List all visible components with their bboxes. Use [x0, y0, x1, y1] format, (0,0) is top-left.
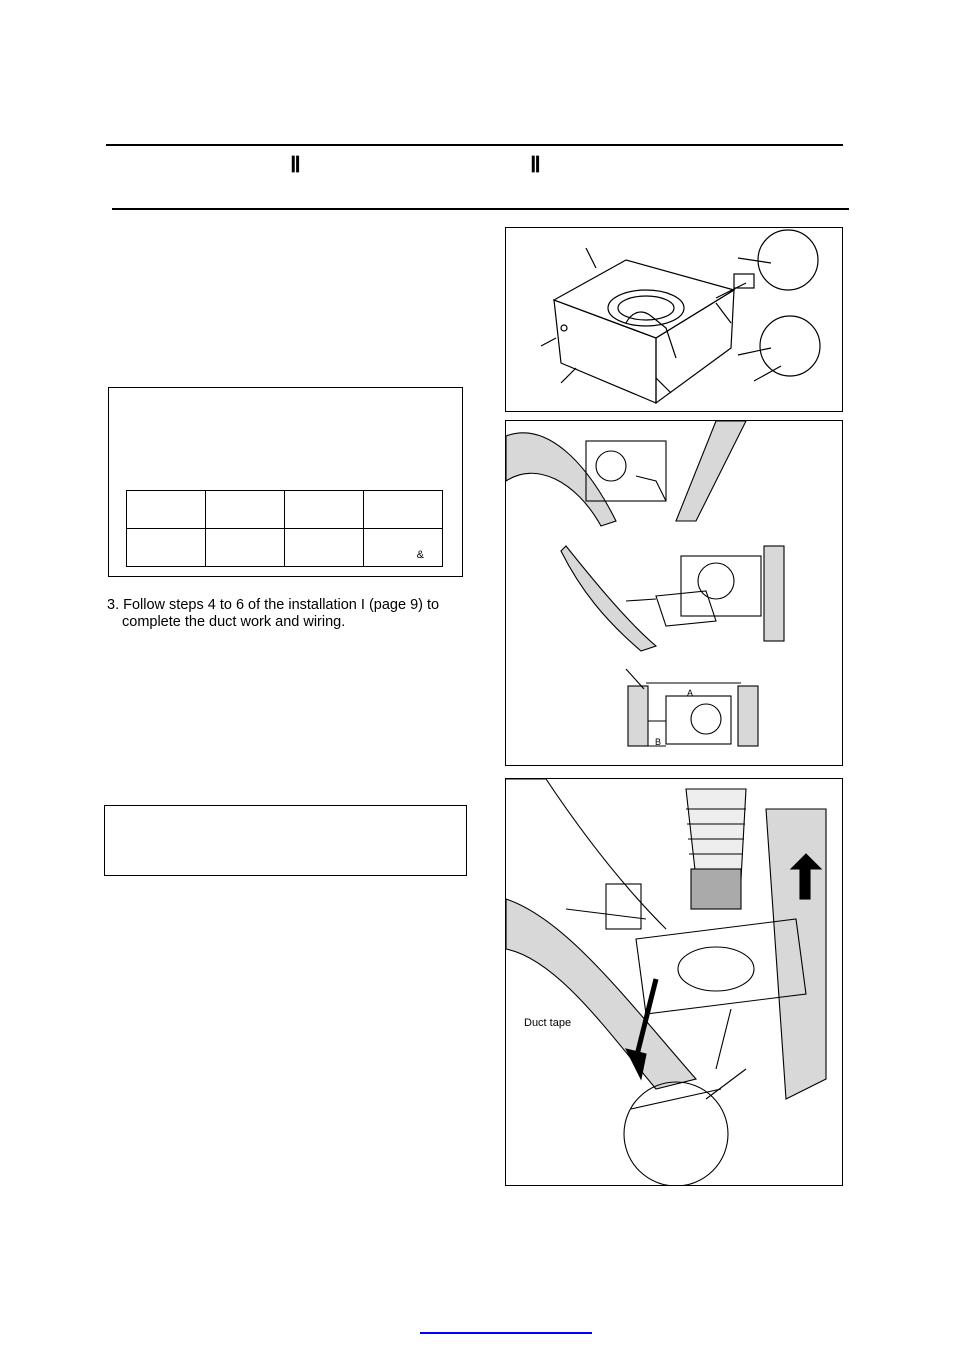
- dimension-b-label: B: [655, 737, 662, 747]
- figure-mounting: [505, 420, 843, 766]
- figure-duct-connection: [505, 778, 843, 1186]
- table-cell: [127, 491, 206, 529]
- table-row: [127, 529, 443, 567]
- table-cell: [364, 491, 443, 529]
- table-cell: [206, 491, 285, 529]
- table-cell: [285, 491, 364, 529]
- dimension-table: [126, 490, 443, 567]
- note-box: [104, 805, 467, 876]
- table-cell: [127, 529, 206, 567]
- step-3-line-2: complete the duct work and wiring.: [122, 614, 346, 630]
- table-cell: [206, 529, 285, 567]
- dimension-a-label: A: [687, 688, 694, 698]
- fan-housing-illustration: [506, 228, 843, 412]
- header-top-rule: [106, 144, 843, 146]
- figure-fan-housing: [505, 227, 843, 412]
- duct-connection-illustration: [506, 779, 843, 1186]
- table-cell: &: [364, 529, 443, 567]
- duct-tape-label: Duct tape: [524, 1017, 572, 1029]
- section-numeral-right: Ⅱ: [530, 152, 541, 177]
- mounting-illustration: [506, 421, 843, 766]
- table-cell: [285, 529, 364, 567]
- table-row: [127, 491, 443, 529]
- section-numeral-left: Ⅱ: [290, 152, 301, 177]
- footer-link[interactable]: [420, 1332, 592, 1334]
- header-bottom-rule: [112, 208, 849, 210]
- step-3-line-1: 3. Follow steps 4 to 6 of the installation I (page 9) to: [107, 597, 440, 613]
